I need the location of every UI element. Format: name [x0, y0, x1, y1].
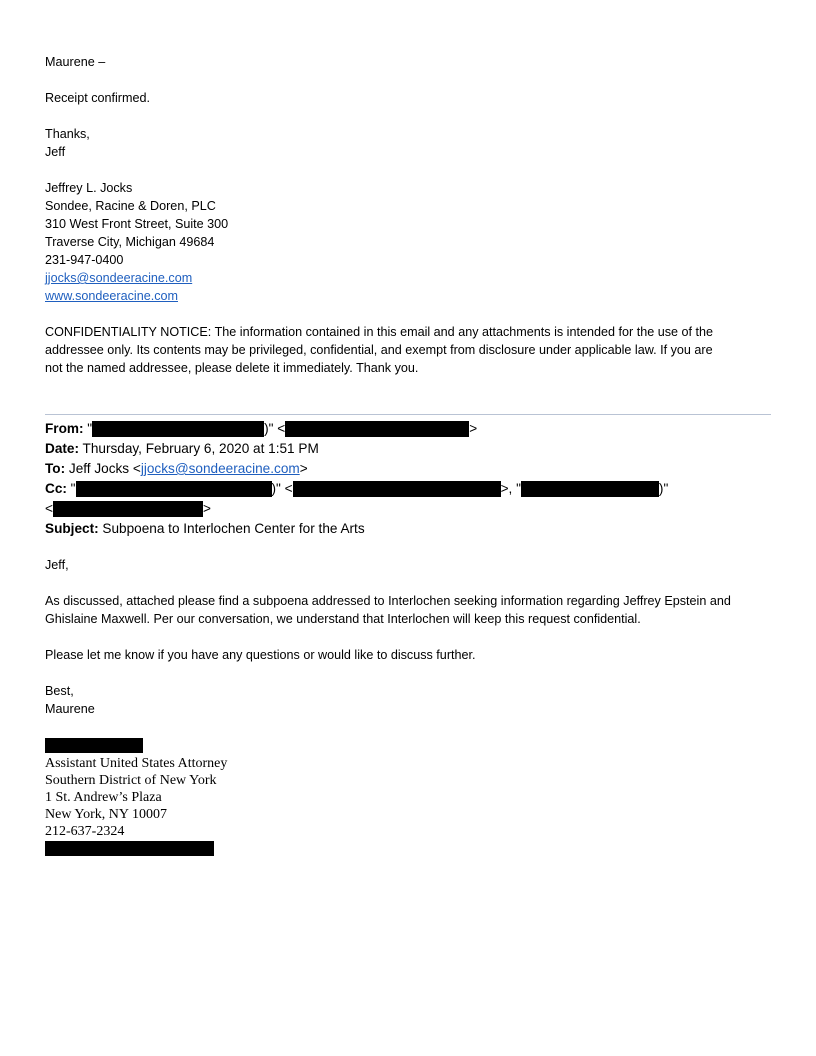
redaction: [521, 481, 659, 497]
from-line: From: " )" < >: [45, 421, 478, 436]
subject-label: Subject:: [45, 521, 99, 536]
body-line-3: Please let me know if you have any questions or would like to discuss further.: [45, 648, 476, 662]
sender-name: Maurene: [45, 702, 95, 716]
redaction: [53, 501, 203, 517]
cc-line-cont: < >: [45, 501, 211, 516]
signature-city: Traverse City, Michigan 49684: [45, 235, 215, 249]
salutation: Maurene –: [45, 55, 106, 69]
sig-title: Assistant United States Attorney: [45, 756, 228, 771]
to-name: Jeff Jocks: [68, 461, 130, 476]
closing: Best,: [45, 684, 74, 698]
date-label: Date:: [45, 441, 79, 456]
sig-office: Southern District of New York: [45, 773, 217, 788]
signature-phone: 231-947-0400: [45, 253, 124, 267]
sig-phone: 212-637-2324: [45, 824, 125, 839]
redaction: [293, 481, 501, 497]
signature-address: 310 West Front Street, Suite 300: [45, 217, 229, 231]
date-value: Thursday, February 6, 2020 at 1:51 PM: [82, 441, 319, 456]
date-line: [45, 439, 319, 459]
redaction: [45, 841, 214, 856]
email-link[interactable]: jjocks@sondeeracine.com: [45, 271, 193, 285]
reply-body: Receipt confirmed.: [45, 91, 150, 105]
cc-line: Cc: " )" < >, " )": [45, 481, 669, 496]
cc-label: Cc:: [45, 481, 67, 496]
sender-name: Jeff: [45, 145, 66, 159]
subject-line: [45, 519, 365, 539]
to-label: To:: [45, 461, 66, 476]
greeting: Jeff,: [45, 558, 69, 572]
body-line-1: As discussed, attached please find a subpoena addressed to Interlochen seeking information regarding Jeffrey Epstein and: [45, 594, 731, 608]
sig-address: 1 St. Andrew’s Plaza: [45, 790, 162, 805]
to-line: To: Jeff Jocks <jjocks@sondeeracine.com>: [45, 461, 308, 476]
to-email-link[interactable]: jjocks@sondeeracine.com: [140, 461, 300, 476]
subject-value: Subpoena to Interlochen Center for the Arts: [102, 521, 365, 536]
confidentiality-line-3: not the named addressee, please delete it immediately. Thank you.: [45, 361, 419, 375]
from-label: From:: [45, 421, 84, 436]
redaction: [92, 421, 264, 437]
signature-name: Jeffrey L. Jocks: [45, 181, 133, 195]
sig-city: New York, NY 10007: [45, 807, 167, 822]
signature-firm: Sondee, Racine & Doren, PLC: [45, 199, 216, 213]
divider: [45, 414, 771, 415]
redaction: [76, 481, 272, 497]
body-line-2: Ghislaine Maxwell. Per our conversation, we understand that Interlochen will keep this request confidential.: [45, 612, 641, 626]
redaction: [45, 738, 143, 753]
confidentiality-line-2: addressee only. Its contents may be privileged, confidential, and exempt from disclosure under applicable law. If you are: [45, 343, 713, 357]
closing: Thanks,: [45, 127, 90, 141]
confidentiality-line-1: CONFIDENTIALITY NOTICE: The information contained in this email and any attachments is intended for the use of the: [45, 325, 714, 339]
redaction: [285, 421, 469, 437]
website-link[interactable]: www.sondeeracine.com: [45, 289, 178, 303]
